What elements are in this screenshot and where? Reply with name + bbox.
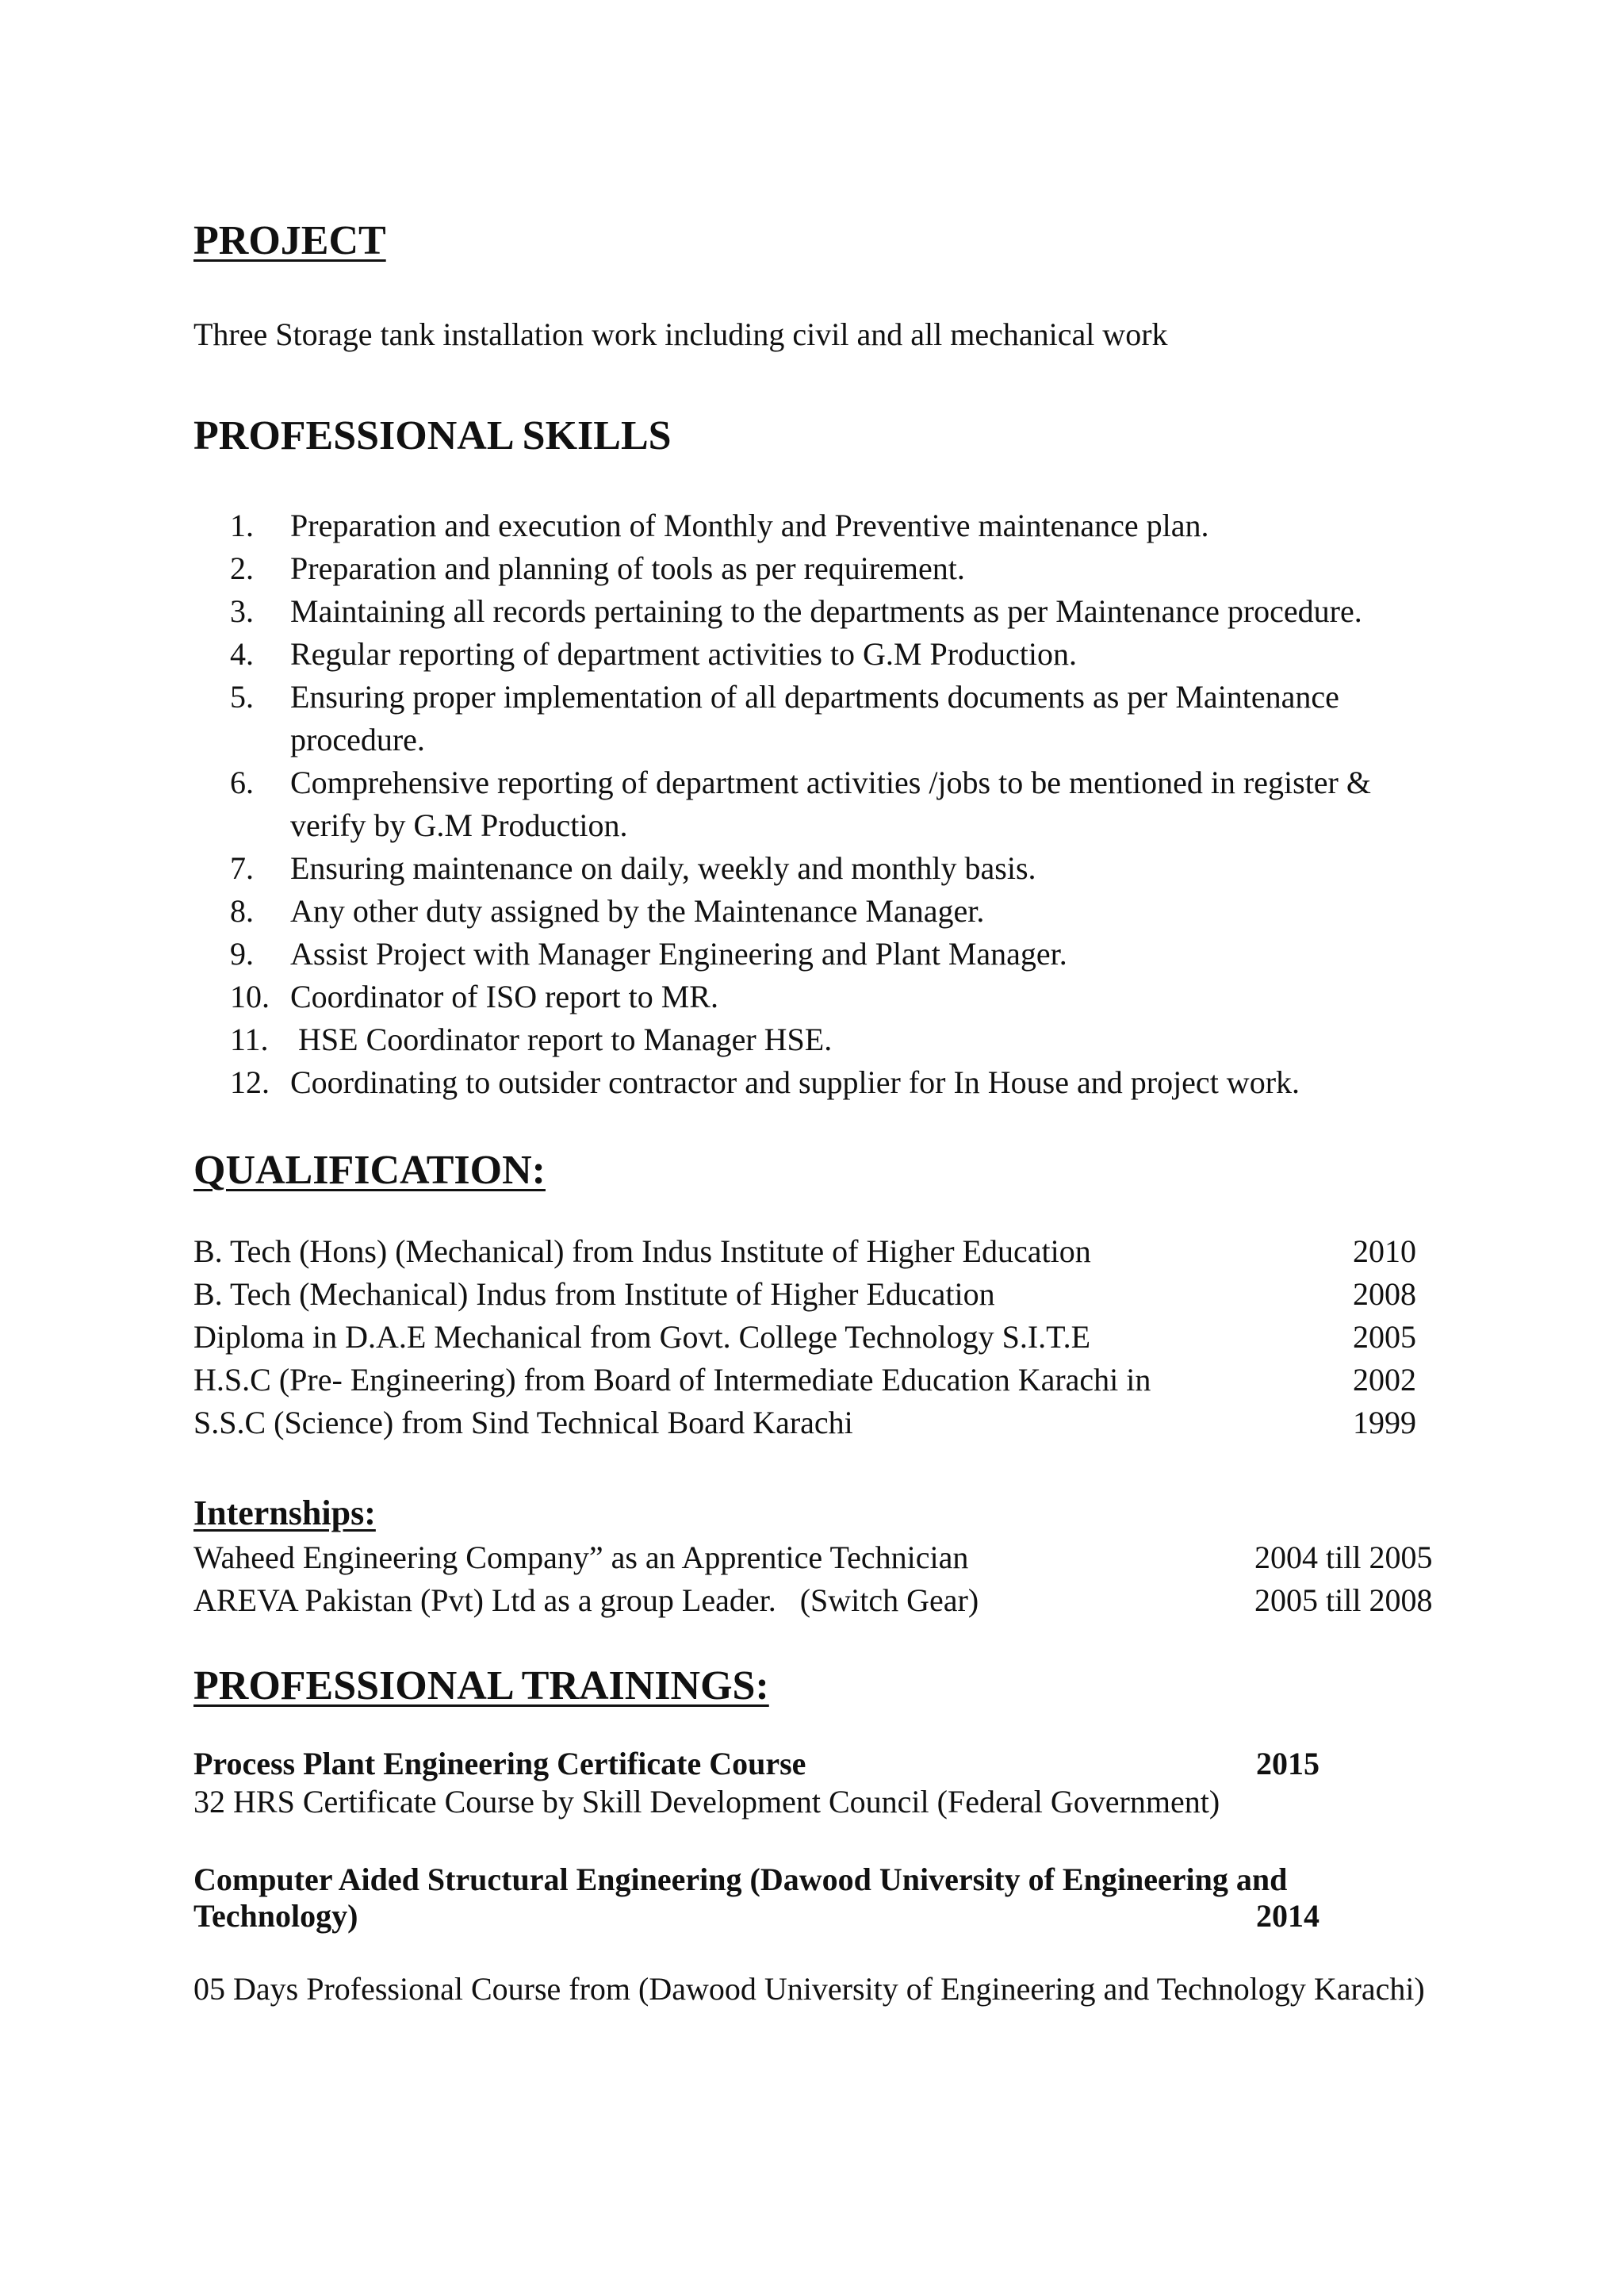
list-item: 10. Coordinator of ISO report to MR. bbox=[230, 979, 718, 1014]
project-heading: PROJECT bbox=[193, 218, 386, 263]
training-description: 05 Days Professional Course from (Dawood University of Engineering and Technology Karachi) bbox=[193, 1971, 1425, 2007]
table-row: AREVA Pakistan (Pvt) Ltd as a group Leader. (Switch Gear) 2005 till 2008 bbox=[193, 1582, 1433, 1618]
list-item: 9. Assist Project with Manager Engineering and Plant Manager. bbox=[230, 936, 1067, 972]
table-row: Diploma in D.A.E Mechanical from Govt. College Technology S.I.T.E 2005 bbox=[193, 1319, 1416, 1355]
training-description: 32 HRS Certificate Course by Skill Development Council (Federal Government) bbox=[193, 1784, 1220, 1819]
table-row: H.S.C (Pre- Engineering) from Board of Intermediate Education Karachi in 2002 bbox=[193, 1362, 1416, 1398]
list-item: 7. Ensuring maintenance on daily, weekly and monthly basis. bbox=[230, 850, 1036, 886]
list-item: 2. Preparation and planning of tools as per requirement. bbox=[230, 550, 965, 586]
skills-list bbox=[230, 504, 1480, 1104]
list-item: 1. Preparation and execution of Monthly and Preventive maintenance plan. bbox=[230, 508, 1209, 543]
training-title: Process Plant Engineering Certificate Course 2015 bbox=[193, 1746, 1320, 1781]
qualification-heading: QUALIFICATION: bbox=[193, 1148, 546, 1193]
project-text: Three Storage tank installation work including civil and all mechanical work bbox=[193, 316, 1168, 352]
internships-heading: Internships: bbox=[193, 1494, 376, 1532]
list-item: 11. HSE Coordinator report to Manager HSE. bbox=[230, 1022, 833, 1057]
training-title: Computer Aided Structural Engineering (Dawood University of Engineering and bbox=[193, 1862, 1288, 1897]
table-row: B. Tech (Mechanical) Indus from Institute of Higher Education 2008 bbox=[193, 1276, 1416, 1312]
table-row: Waheed Engineering Company” as an Apprentice Technician 2004 till 2005 bbox=[193, 1540, 1433, 1575]
table-row: S.S.C (Science) from Sind Technical Board Karachi 1999 bbox=[193, 1405, 1416, 1440]
skills-heading: PROFESSIONAL SKILLS bbox=[193, 413, 672, 458]
trainings-heading: PROFESSIONAL TRAININGS: bbox=[193, 1663, 769, 1708]
table-row: B. Tech (Hons) (Mechanical) from Indus Institute of Higher Education 2010 bbox=[193, 1233, 1416, 1269]
list-item: 12. Coordinating to outsider contractor and supplier for In House and project work. bbox=[230, 1064, 1300, 1100]
list-item: 4. Regular reporting of department activities to G.M Production. bbox=[230, 636, 1077, 672]
list-item: 3. Maintaining all records pertaining to the departments as per Maintenance procedure. bbox=[230, 593, 1362, 629]
training-title: Technology) 2014 bbox=[193, 1898, 1320, 1934]
list-item: 8. Any other duty assigned by the Maintenance Manager. bbox=[230, 893, 985, 929]
list-item: 5. Ensuring proper implementation of all departments documents as per Maintenance procedure. bbox=[230, 679, 1339, 757]
list-item: 6. Comprehensive reporting of department activities /jobs to be mentioned in register & verify by G.M Production. bbox=[230, 765, 1371, 843]
